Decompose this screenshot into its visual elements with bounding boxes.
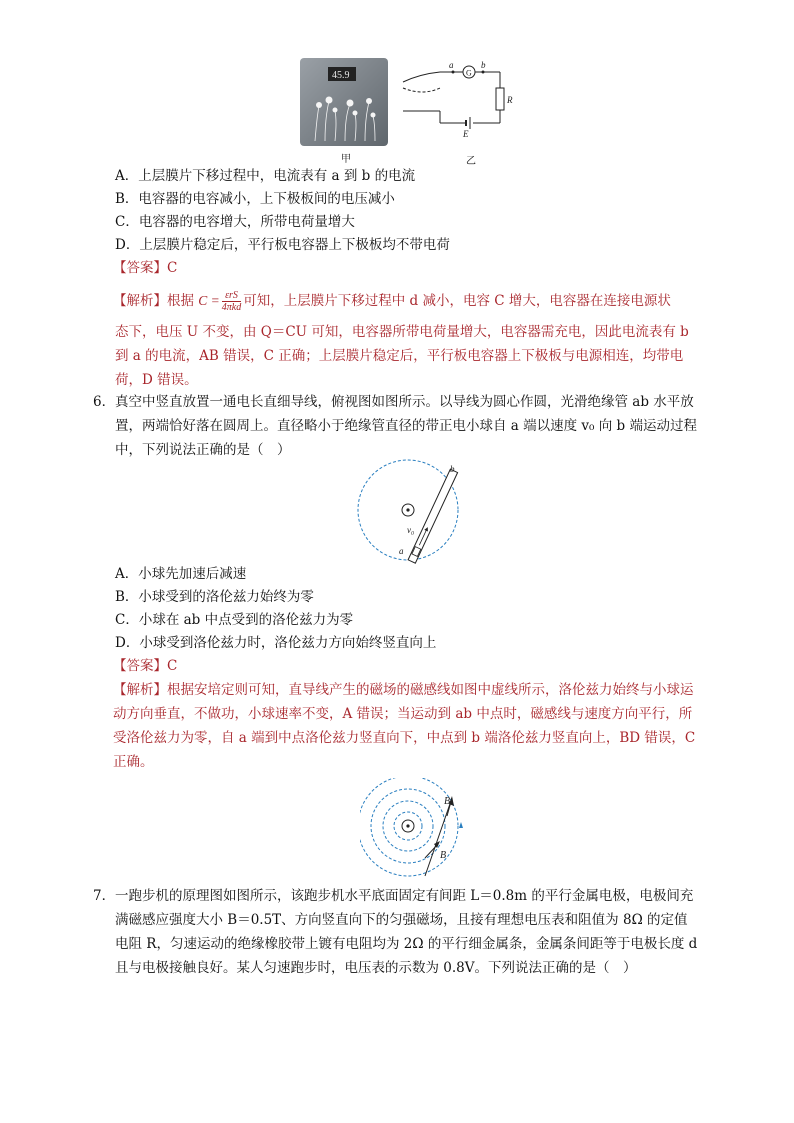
q5-option-a: A．上层膜片下移过程中，电流表有 a 到 b 的电流 (115, 168, 416, 184)
tube-end-b: b (450, 464, 455, 474)
capacitance-formula: $\frac{\text{εrS}}{\text{4πkd}}$ (221, 290, 242, 313)
q5-analysis-line1: 【解析】根据 C = $\frac{\text{εrS}}{\text{4πkd}}$ 可知，上层膜片下移过程中 d 减小，电容 C 增大，电容器在连接电源状 (113, 290, 671, 313)
q5-option-d: D．上层膜片稳定后，平行板电容器上下极板均不带电荷 (115, 237, 450, 253)
q7-number: 7． (93, 888, 116, 904)
tube-line (425, 798, 452, 876)
q6-answer: 【答案】C (113, 658, 178, 674)
scale-reading: 45.9 (332, 70, 350, 81)
q5-analysis-line4: 荷，D 错误。 (115, 372, 198, 388)
q6-option-c: C．小球在 ab 中点受到的洛伦兹力为零 (115, 612, 354, 628)
circle-direction-arrow (459, 822, 463, 828)
label-B-top: B (444, 796, 451, 807)
wire-tube-diagram (355, 458, 465, 568)
galvanometer-label: G (466, 68, 472, 78)
q6-analysis-figure (360, 778, 470, 882)
tube-end-a: a (399, 546, 404, 556)
q6-analysis-tag: 【解析】 (113, 682, 167, 698)
insulating-tube (408, 469, 458, 563)
q5-option-b: B．电容器的电容减小，上下极板间的电压减小 (115, 191, 395, 207)
figure-label-yi: 乙 (466, 156, 476, 167)
q5-analysis-tag: 【解析】 (113, 293, 167, 309)
circuit-label-b: b (481, 60, 486, 70)
scale-and-circuit-diagram (295, 56, 525, 166)
q6-figure (355, 458, 465, 572)
q6-stem: 真空中竖直放置一通电长直细导线，俯视图如图所示。以导线为圆心作圆，光滑绝缘管 ab 水平放置，两端恰好落在圆周上。直径略小于绝缘管直径的带正电小球自 a 端以速度 v₀ 向 b 端运动过程中，下列说法正确的是（ ） (115, 394, 697, 458)
magnetic-field-lines-diagram (360, 778, 470, 878)
q6-option-b: B．小球受到的洛伦兹力始终为零 (115, 589, 314, 605)
q6-option-d: D．小球受到洛伦兹力时，洛伦兹力方向始终竖直向上 (115, 635, 437, 651)
q5-answer: 【答案】C (113, 260, 178, 276)
velocity-label: v₀ (407, 525, 415, 535)
q5-analysis-line2: 态下，电压 U 不变，由 Q＝CU 可知，电容器所带电荷量增大，电容器需充电，因此电流表有 b (115, 324, 689, 340)
circuit-label-a: a (449, 60, 454, 70)
figure-scale-circuit (295, 56, 525, 166)
q5-analysis-line3: 到 a 的电流，AB 错误，C 正确；上层膜片稳定后，平行板电容器上下极板与电源相连，均带电 (115, 348, 684, 364)
circuit-label-R: R (507, 95, 513, 105)
q6-analysis: 【解析】根据安培定则可知，直导线产生的磁场的磁感线如图中虚线所示，洛伦兹力始终与小球运动方向垂直，不做功，小球速率不变，A 错误；当运动到 ab 中点时，磁感线与速度方向平行，所受洛伦兹力为零，自 a 端到中点洛伦兹力竖直向下，中点到 b 端洛伦兹力竖直向上，BD 错误，C 正确。 (113, 682, 696, 770)
circuit-label-E: E (463, 129, 469, 139)
q5-option-c: C．电容器的电容增大，所带电荷量增大 (115, 214, 355, 230)
label-B-bottom: B (440, 850, 447, 861)
q7-stem: 一跑步机的原理图如图所示，该跑步机水平底面固定有间距 L＝0.8m 的平行金属电极，电极间充满磁感应强度大小 B＝0.5T、方向竖直向下的匀强磁场，且接有理想电压表和阻值为 8Ω 的定值电阻 R，匀速运动的绝缘橡胶带上镀有电阻均为 2Ω 的平行细金属条，金属条间距等于电极长度 d 且与电极接触良好。某人匀速跑步时，电压表的示数为 0.8V。下列说法正确的是（ ） (115, 888, 698, 976)
capacitor-circuit (403, 66, 504, 129)
figure-label-jia: 甲 (341, 154, 351, 165)
q6-number: 6． (93, 394, 116, 410)
q6-option-a: A．小球先加速后减速 (115, 566, 247, 582)
